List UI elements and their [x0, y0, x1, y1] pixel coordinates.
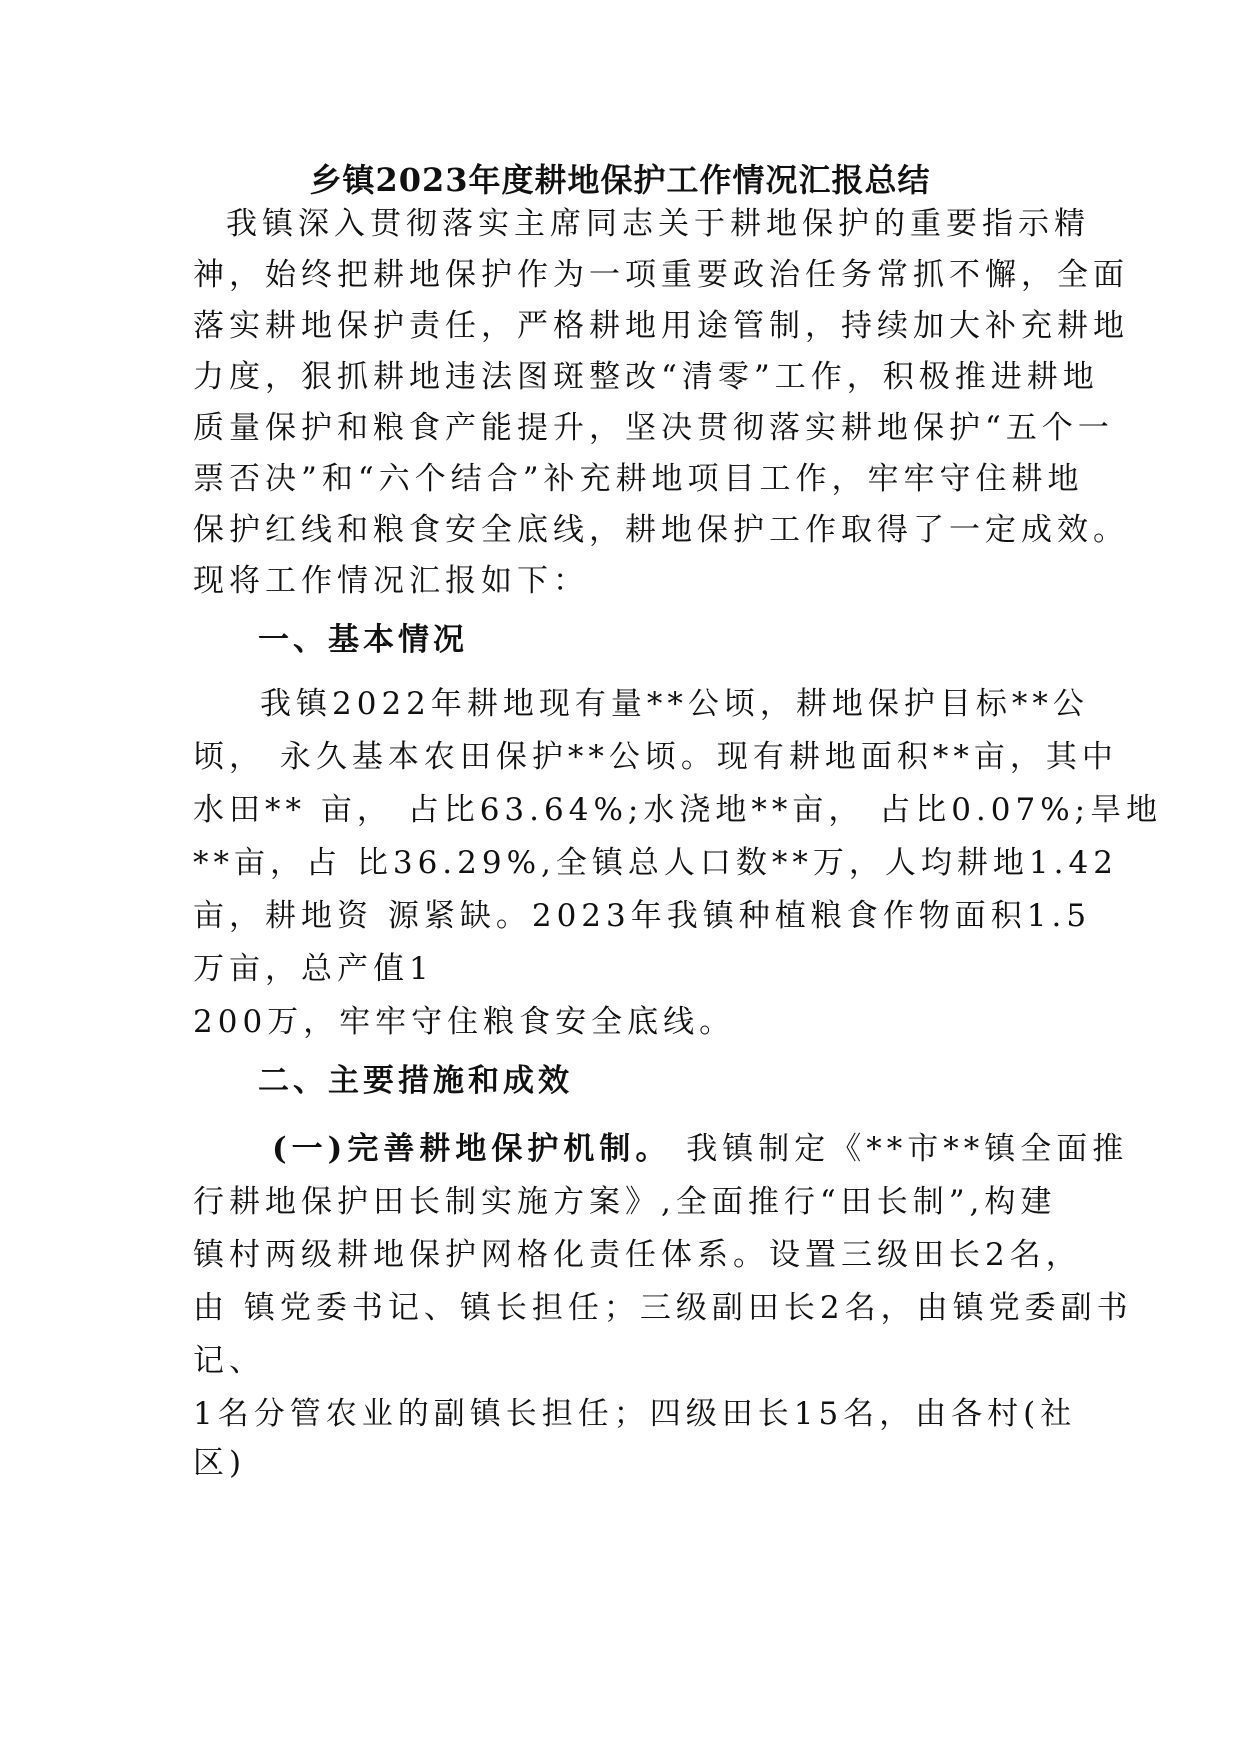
- section1-line: 我镇2022年耕地现有量**公顷，耕地保护目标**公: [260, 686, 1089, 722]
- section2-line: 记、: [193, 1343, 265, 1379]
- section2-line: 区): [193, 1445, 247, 1481]
- section1-line: 亩，耕地资 源紧缺。2023年我镇种植粮食作物面积1.5: [193, 898, 1092, 934]
- section2-line: 镇村两级耕地保护网格化责任体系。设置三级田长2名，: [193, 1237, 1082, 1273]
- section2-line: 行耕地保护田长制实施方案》,全面推行“田长制”,构建: [193, 1184, 1057, 1220]
- intro-line: 神，始终把耕地保护作为一项重要政治任务常抓不懈，全面: [193, 257, 1129, 293]
- section1-line: 水田** 亩， 占比63.64%;水浇地**亩， 占比0.07%;旱地: [193, 792, 1163, 828]
- section1-line: 200万，牢牢守住粮食安全底线。: [193, 1004, 736, 1040]
- intro-line: 保护红线和粮食安全底线，耕地保护工作取得了一定成效。: [193, 512, 1129, 548]
- section-heading-basic: 一、基本情况: [258, 622, 468, 658]
- section2-first-line: [272, 1129, 1128, 1169]
- section1-line: 顷， 永久基本农田保护**公顷。现有耕地面积**亩，其中: [193, 739, 1118, 775]
- document-title: 乡镇2023年度耕地保护工作情况汇报总结: [309, 161, 931, 199]
- section1-line: 万亩，总产值1: [193, 951, 434, 987]
- intro-line: 现将工作情况汇报如下：: [193, 563, 589, 599]
- subsection-text: 我镇制定《**市**镇全面推: [671, 1131, 1129, 1167]
- intro-line: 力度，狠抓耕地违法图斑整改“清零”工作，积极推进耕地: [193, 359, 1099, 395]
- section1-line: **亩，占 比36.29%,全镇总人口数**万，人均耕地1.42: [193, 845, 1118, 881]
- section-heading-measures: 二、主要措施和成效: [258, 1063, 573, 1099]
- intro-line: 落实耕地保护责任，严格耕地用途管制，持续加大补充耕地: [193, 308, 1129, 344]
- intro-line: 票否决”和“六个结合”补充耕地项目工作，牢牢守住耕地: [193, 461, 1084, 497]
- intro-line: 我镇深入贯彻落实主席同志关于耕地保护的重要指示精: [226, 206, 1090, 242]
- intro-line: 质量保护和粮食产能提升，坚决贯彻落实耕地保护“五个一: [193, 410, 1114, 446]
- subsection-label: (一)完善耕地保护机制。: [272, 1131, 672, 1167]
- section2-line: 由 镇党委书记、镇长担任；三级副田长2名，由镇党委副书: [193, 1290, 1133, 1326]
- section2-line: 1名分管农业的副镇长担任；四级田长15名，由各村(社: [193, 1396, 1077, 1432]
